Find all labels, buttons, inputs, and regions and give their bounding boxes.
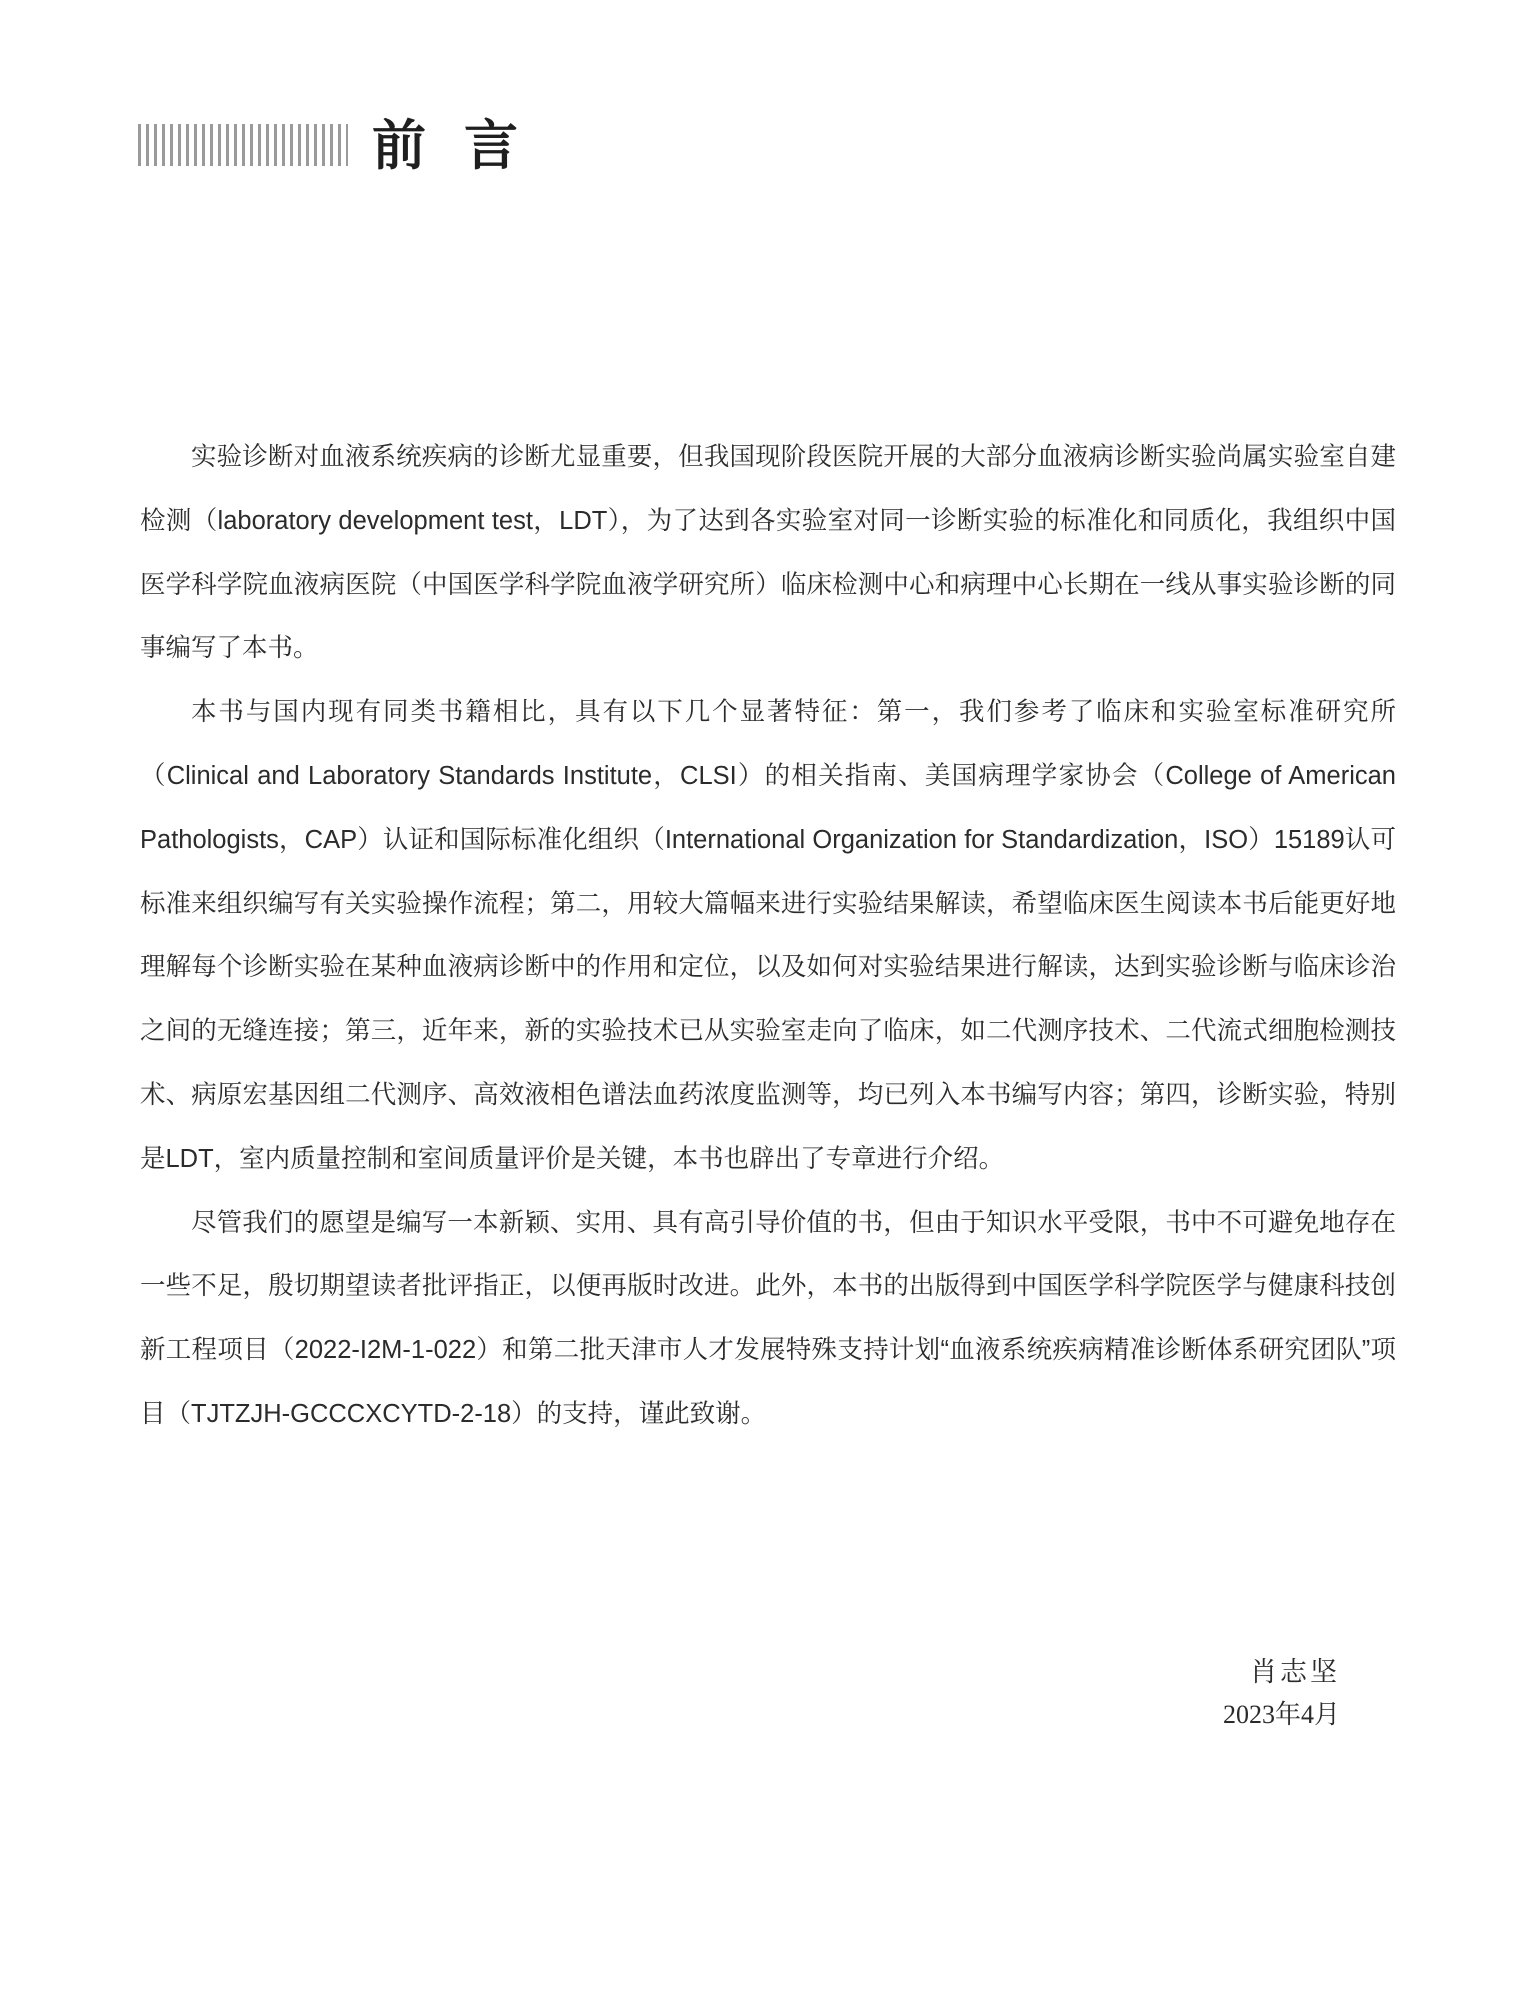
preface-body — [140, 426, 1396, 1447]
signature-date: 2023年4月 — [1222, 1700, 1340, 1729]
paragraph-3: 尽管我们的愿望是编写一本新颖、实用、具有高引导价值的书，但由于知识水平受限，书中不可避免地存在一些不足，殷切期望读者批评指正，以便再版时改进。此外，本书的出版得到中国医学科学院医学与健康科技创新工程项目（2022-I2M-1-022）和第二批天津市人才发展特殊支持计划“血液系统疾病精准诊断体系研究团队”项目（TJTZJH-GCCCXCYTD-2-18）的支持，谨此致谢。 — [140, 1208, 1396, 1428]
author-name: 肖志坚 — [1250, 1657, 1340, 1688]
preface-heading — [138, 108, 556, 182]
paragraph-1: 实验诊断对血液系统疾病的诊断尤显重要，但我国现阶段医院开展的大部分血液病诊断实验尚属实验室自建检测（laboratory development test，LDT），为了达到各实验室对同一诊断实验的标准化和同质化，我组织中国医学科学院血液病医院（中国医学科学院血液学研究所）临床检测中心和病理中心长期在一线从事实验诊断的同事编写了本书。 — [140, 443, 1396, 663]
signature-block — [1223, 1652, 1340, 1736]
page-title: 前言 — [372, 113, 556, 177]
heading-decoration-bars — [138, 124, 348, 166]
paragraph-2: 本书与国内现有同类书籍相比，具有以下几个显著特征：第一，我们参考了临床和实验室标准研究所（Clinical and Laboratory Standards Institute，CLSI）的相关指南、美国病理学家协会（College of American Pathologists，CAP）认证和国际标准化组织（International Organization for Standardization，ISO）15189认可标准来组织编写有关实验操作流程；第二，用较大篇幅来进行实验结果解读，希望临床医生阅读本书后能更好地理解每个诊断实验在某种血液病诊断中的作用和定位，以及如何对实验结果进行解读，达到实验诊断与临床诊治之间的无缝连接；第三，近年来，新的实验技术已从实验室走向了临床，如二代测序技术、二代流式细胞检测技术、病原宏基因组二代测序、高效液相色谱法血药浓度监测等，均已列入本书编写内容；第四，诊断实验，特别是LDT，室内质量控制和室间质量评价是关键，本书也辟出了专章进行介绍。 — [140, 698, 1396, 1173]
